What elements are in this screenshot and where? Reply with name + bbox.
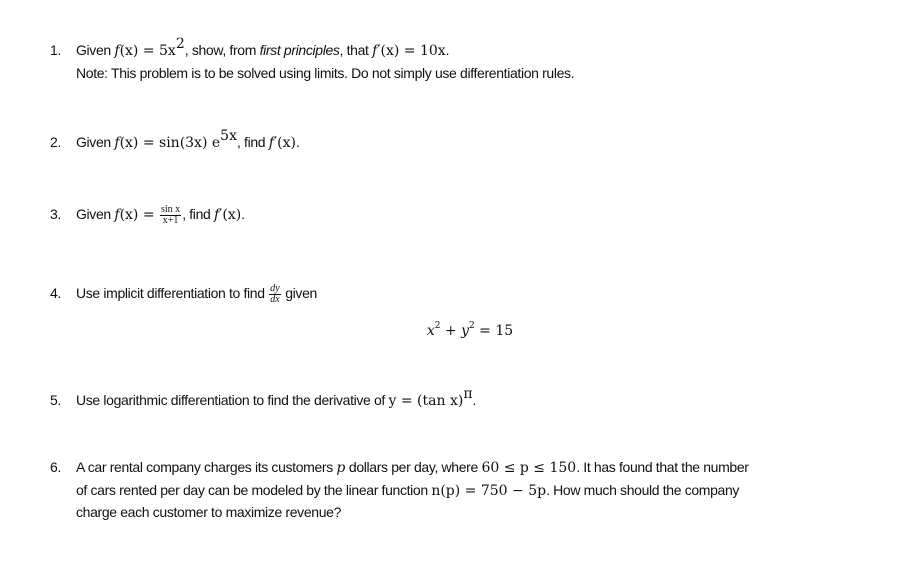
math: f (114, 207, 120, 224)
text: Use logarithmic differentiation to find the derivative of (76, 392, 389, 408)
math-exponent: 2 (434, 321, 441, 331)
denominator: dx (270, 294, 280, 305)
problem-text-line (76, 458, 749, 477)
text: Given (76, 134, 115, 150)
math: f (372, 43, 378, 59)
problem-text-line (76, 481, 739, 500)
numerator: dy (270, 283, 280, 294)
equation (0, 322, 919, 340)
problem-text (76, 128, 300, 152)
math: ′(x) = 10x (377, 43, 446, 59)
math: ′(x) (273, 135, 296, 151)
math: (x) = (119, 207, 160, 224)
math-exponent: 2 (469, 321, 475, 331)
problem-text (76, 386, 477, 410)
math-exponent: π (463, 386, 473, 402)
numerator: sin x (161, 204, 181, 215)
problem-number: 5. (50, 392, 61, 408)
problem-number: 4. (50, 285, 61, 301)
text: dollars per day, where (345, 459, 482, 475)
math-exponent: 5x (220, 128, 237, 144)
math: y = (tan x) (388, 393, 464, 409)
text: , show, from (184, 42, 260, 58)
denominator: x+1 (162, 215, 179, 226)
text: . (472, 392, 477, 408)
math: = 15 (474, 323, 514, 339)
math: 60 ≤ p ≤ 150 (481, 460, 577, 476)
text: , that (339, 42, 373, 58)
math: ′(x) (219, 207, 242, 224)
text: Use implicit differentiation to find (76, 285, 269, 302)
problem-number: 1. (50, 42, 61, 58)
text: charge each customer to maximize revenue? (76, 504, 342, 520)
text: . It has found that the number (576, 459, 749, 475)
problem-text-line (76, 503, 341, 521)
text: . (241, 206, 245, 223)
text: . How much should the company (546, 482, 740, 498)
text: of cars rented per day can be modeled by the linear function (76, 482, 432, 498)
math: x (426, 323, 435, 339)
math: p (336, 460, 346, 476)
math: n(p) = 750 − 5p (431, 483, 547, 499)
fraction (160, 205, 181, 226)
problem-text (76, 205, 245, 226)
math: (x) = sin(3x) e (119, 135, 221, 151)
text: . (445, 42, 450, 58)
text: A car rental company charges its customers (76, 459, 337, 475)
text: , find (182, 206, 214, 223)
text: , find (236, 134, 269, 150)
text: . (295, 134, 300, 150)
emphasis: first principles (259, 42, 340, 58)
problem-number: 6. (50, 459, 61, 475)
problem-text (76, 36, 450, 60)
math-exponent: 2 (175, 36, 185, 52)
math: (x) = 5x (119, 43, 176, 59)
math: f (213, 207, 220, 224)
math: f (268, 135, 274, 151)
math: + y (440, 323, 469, 339)
text: Given (76, 206, 115, 223)
problem-number: 3. (50, 206, 61, 222)
fraction (269, 284, 280, 305)
math: f (114, 135, 120, 151)
problem-number: 2. (50, 134, 61, 150)
problem-note: Note: This problem is to be solved using limits. Do not simply use differentiation rules. (76, 65, 575, 81)
text: given (281, 285, 317, 302)
math: f (114, 43, 120, 59)
problem-text (76, 284, 317, 305)
text: Given (76, 42, 115, 58)
